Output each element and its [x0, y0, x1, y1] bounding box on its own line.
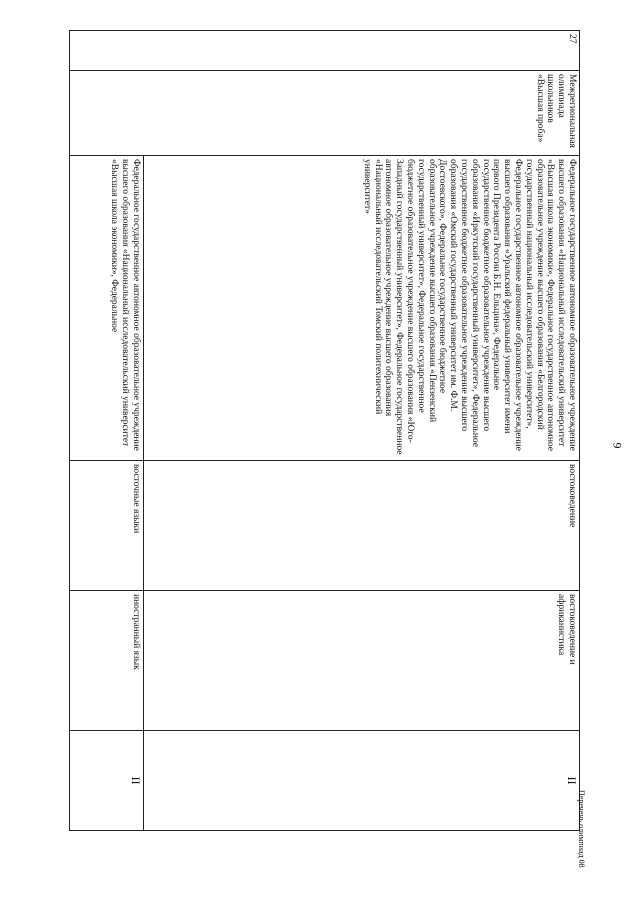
level-cell: II — [144, 731, 580, 831]
subject-cell: иностранный язык — [70, 591, 144, 731]
row-number: 27 — [70, 31, 580, 71]
organizers-cell — [144, 156, 580, 461]
level-cell: II — [70, 731, 144, 831]
organizers-text: Федеральное государственное автономное образовательное учреждение высшего образования «Национальный исследовательский университет «Высшая школа экономики», Федеральное — [109, 159, 141, 451]
table-row — [144, 31, 580, 831]
footer-note: Перечень олимпиад 08 — [577, 790, 586, 868]
subject-cell: востоковедение и африканистика — [144, 591, 580, 731]
organizers-cell — [70, 156, 144, 461]
profile-cell: востоковедение — [144, 461, 580, 591]
olympiad-table — [69, 30, 580, 831]
profile-cell: восточные языки — [70, 461, 144, 591]
rotated-table-container — [70, 30, 580, 830]
page-number: 9 — [610, 442, 625, 449]
organizers-text: Федеральное государственное автономное образовательное учреждение высшего образования «Национальный исследовательский университет «Высшая школа экономики», Федеральное государственное автономное образовательное учреждение высшего образования «Белгородский государственный национальный исследовательский университет», Федеральное государственное автономное образовательное учреждение высшего образования «Уральский федеральный университет имени первого Президента России Б.Н. Ельцина», Федеральное государственное бюджетное образовательное учреждение высшего образования «Иркутский государственный университет», Федеральное государственное бюджетное образовательное учреждение высшего образования «Омский государственный университет им. Ф.М. Достоевского», Федеральное государственное бюджетное образовательное учреждение высшего образования «Пензенский государственный университет», Федеральное государственное бюджетное образовательное учреждение высшего образования «Юго-Западный государственный университет», Федеральное государственное автономное образовательное учреждение высшего образования «Национальный исследовательский Томский политехнический университет» — [361, 159, 577, 455]
olympiad-name: Межрегиональная олимпиада школьников «Высшая проба» — [70, 71, 580, 156]
